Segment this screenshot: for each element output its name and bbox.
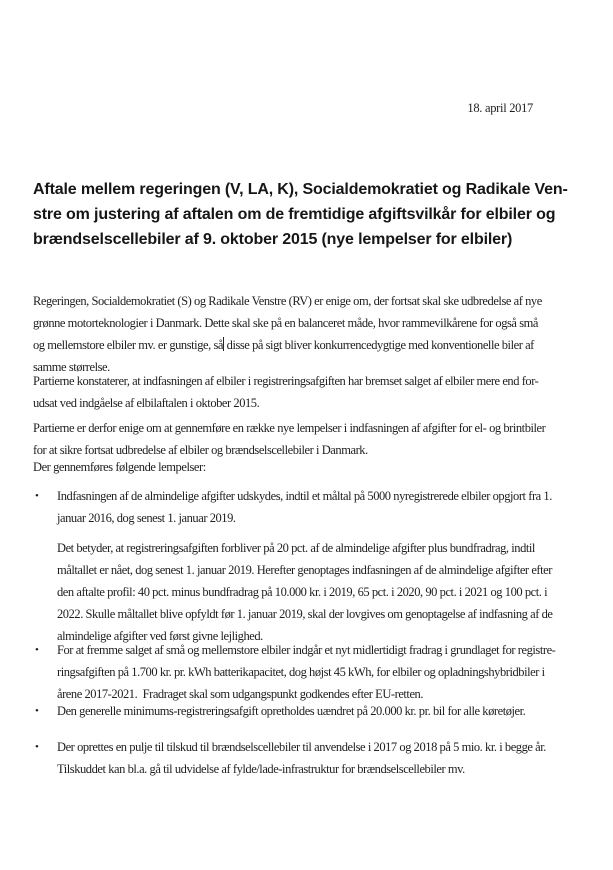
paragraph-line: Partierne er derfor enige om at gennemføre en række nye lempelser i indfasningen af afgifter for el- og brintbiler <box>33 421 546 435</box>
paragraph-line: Det betyder, at registreringsafgiften forbliver på 20 pct. af de almindelige afgifter plus bundfradrag, indtil <box>57 541 535 555</box>
bullet-text <box>57 485 552 529</box>
bullet-item-pulje <box>35 736 546 780</box>
bullet-text <box>57 639 555 705</box>
paragraph-line: Den generelle minimums-registreringsafgift opretholdes uændret på 20.000 kr. pr. bil for alle køretøjer. <box>57 704 526 718</box>
paragraph-line: samme størrelse. <box>33 360 110 374</box>
bullet-icon: • <box>35 705 39 717</box>
paragraph-intro <box>33 290 542 378</box>
paragraph-line: Der oprettes en pulje til tilskud til brændselscellebiler til anvendelse i 2017 og 2018 på 5 mio. kr. i begge år. <box>57 740 546 754</box>
paragraph-line: januar 2016, dog senest 1. januar 2019. <box>57 511 236 525</box>
paragraph-line: 2022. Skulle måltallet blive opfyldt før 1. januar 2019, skal der lovgives om genoptagelse af indfasning af de <box>57 607 553 621</box>
bullet-item-minimumsafgift <box>35 700 525 722</box>
paragraph-konstaterer <box>33 370 538 414</box>
bullet-text <box>57 736 546 780</box>
document-title <box>33 177 568 252</box>
paragraph-line: måltallet er nået, dog senest 1. januar 2019. Herefter genoptages indfasningen af de almindelige afgifter efter <box>57 563 552 577</box>
paragraph-line: udsat ved indgåelse af elbilaftalen i oktober 2015. <box>33 396 260 410</box>
bullet-icon: • <box>35 741 39 753</box>
paragraph-line-segment: og mellemstore elbiler mv. er gunstige, så <box>33 338 223 352</box>
paragraph-line-segment: disse på sigt bliver konkurrencedygtige med konventionelle biler af <box>223 338 534 352</box>
paragraph-line: Regeringen, Socialdemokratiet (S) og Radikale Venstre (RV) er enige om, der fortsat skal ske udbredelse af nye <box>33 294 542 308</box>
document-date: 18. april 2017 <box>467 101 533 115</box>
paragraph-line: Tilskuddet kan bl.a. gå til udvidelse af fylde/lade-infrastruktur for brændselscellebiler mv. <box>57 762 465 776</box>
bullet-item-fradrag <box>35 639 555 705</box>
bullet-icon: • <box>35 644 39 656</box>
title-line-3: brændselscellebiler af 9. oktober 2015 (nye lempelser for elbiler) <box>33 231 513 248</box>
paragraph-line: ringsafgiften på 1.700 kr. pr. kWh batterikapacitet, dog højst 45 kWh, for elbiler og opladningshybridbiler i <box>57 665 545 679</box>
paragraph-line: Der gennemføres følgende lempelser: <box>33 460 206 474</box>
bullet-item-indfasning <box>35 485 552 529</box>
paragraph-line: Partierne konstaterer, at indfasningen af elbiler i registreringsafgiften har bremset salget af elbiler mere end for- <box>33 374 539 388</box>
paragraph-line: Indfasningen af de almindelige afgifter udskydes, indtil et måltal på 5000 nyregistrerede elbiler opgjort fra 1. <box>57 489 552 503</box>
title-line-1: Aftale mellem regeringen (V, LA, K), Socialdemokratiet og Radikale Ven- <box>33 181 568 198</box>
paragraph-line: for at sikre fortsat udbredelse af elbiler og brændselscellebiler i Danmark. <box>33 443 368 457</box>
bullet-icon: • <box>35 490 39 502</box>
paragraph-line: For at fremme salget af små og mellemstore elbiler indgår et nyt midlertidigt fradrag i grundlaget for registre- <box>57 643 556 657</box>
paragraph-enige-om <box>33 417 545 461</box>
paragraph-lempelser-intro <box>33 456 206 478</box>
paragraph-det-betyder <box>57 537 553 647</box>
title-line-2: stre om justering af aftalen om de fremtidige afgiftsvilkår for elbiler og <box>33 206 556 223</box>
paragraph-line: den aftalte profil: 40 pct. minus bundfradrag på 10.000 kr. i 2019, 65 pct. i 2020, 90 pct. i 2021 og 100 pct. i <box>57 585 548 599</box>
paragraph-line: grønne motorteknologier i Danmark. Dette skal ske på en balanceret måde, hvor rammevilkårene for også små <box>33 316 538 330</box>
paragraph-line <box>33 334 542 356</box>
bullet-text <box>57 700 525 722</box>
paragraph-line: årene 2017-2021. Fradraget skal som udgangspunkt godkendes efter EU-retten. <box>57 687 424 701</box>
paragraph-line: almindelige afgifter ved først givne lejlighed. <box>57 629 263 643</box>
